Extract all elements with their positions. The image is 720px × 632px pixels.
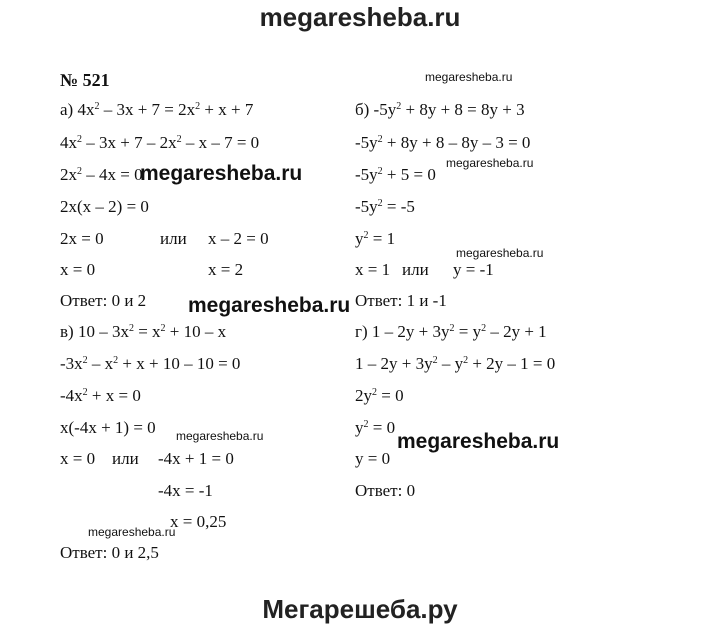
part-v-line-1: в) $10 - 3x^2 = x^2 + 10 - x$ xyxy=(60,322,227,341)
part-g-line-2: $1 - 2y + 3y^2 - y^2 + 2y - 1 = 0$ xyxy=(355,354,556,373)
watermark: megaresheba.ru xyxy=(140,162,303,185)
part-a-line-1: а) $4x^2 - 3x + 7 = 2x^2 + x + 7$ xyxy=(60,100,254,119)
part-a-line-4: 2x(x – 2) = 0 xyxy=(60,197,149,216)
part-a-line-6-right: x = 2 xyxy=(208,260,244,279)
part-b-line-2: $-5y^2 + 8y + 8 - 8y - 3 = 0$ xyxy=(355,133,531,152)
part-b-line-3: $-5y^2 + 5 = 0$ xyxy=(355,165,436,184)
watermark: megaresheba.ru xyxy=(425,70,513,84)
part-v-line-5-left: x = 0 xyxy=(60,449,96,468)
part-g-answer: Ответ: 0 xyxy=(355,481,416,500)
part-a-line-3: $2x^2 - 4x = 0$ xyxy=(60,165,143,184)
part-a-line-5-right: x – 2 = 0 xyxy=(208,229,269,248)
problem-number: № 521 xyxy=(60,70,110,90)
part-a-line-2: $4x^2 - 3x + 7 - 2x^2 - x - 7 = 0$ xyxy=(60,133,260,152)
part-a-line-5-or: или xyxy=(160,229,187,248)
part-v-answer: Ответ: 0 и 2,5 xyxy=(60,543,159,562)
part-g-line-5: y = 0 xyxy=(355,449,391,468)
part-v-line-5-or: или xyxy=(112,449,139,468)
part-b-line-6-left: x = 1 xyxy=(355,260,391,279)
part-b-line-1: б) $-5y^2 + 8y + 8 = 8y + 3$ xyxy=(355,100,525,119)
part-b-line-4: $-5y^2 = -5$ xyxy=(355,197,415,216)
part-v-line-7: x = 0,25 xyxy=(170,512,227,531)
part-g-line-3: $2y^2 = 0$ xyxy=(355,386,404,405)
part-b-line-6-right: y = -1 xyxy=(453,260,494,279)
watermark: megaresheba.ru xyxy=(88,525,176,539)
watermark: megaresheba.ru xyxy=(446,156,534,170)
part-g-line-1: г) $1 - 2y + 3y^2 = y^2 - 2y + 1$ xyxy=(355,322,547,341)
part-v-line-4: x(-4x + 1) = 0 xyxy=(60,418,156,437)
part-a-line-5-left: 2x = 0 xyxy=(60,229,104,248)
part-v-line-5-right: -4x + 1 = 0 xyxy=(158,449,234,468)
watermark: megaresheba.ru xyxy=(397,430,560,453)
part-a-answer: Ответ: 0 и 2 xyxy=(60,291,147,310)
watermark: megaresheba.ru xyxy=(176,429,264,443)
part-b-line-6-or: или xyxy=(402,260,429,279)
part-v-line-2: $-3x^2 - x^2 + x + 10 - 10 = 0$ xyxy=(60,354,241,373)
part-a-line-6-left: x = 0 xyxy=(60,260,96,279)
part-v-line-3: $-4x^2 + x = 0$ xyxy=(60,386,141,405)
part-b-line-5: $y^2 = 1$ xyxy=(355,229,396,248)
part-g-line-4: $y^2 = 0$ xyxy=(355,418,396,437)
watermark: megaresheba.ru xyxy=(456,246,544,260)
site-header: megaresheba.ru xyxy=(259,2,461,32)
part-b-answer: Ответ: 1 и -1 xyxy=(355,291,447,310)
site-footer: Мегарешеба.ру xyxy=(262,594,458,624)
watermark: megaresheba.ru xyxy=(188,294,351,317)
part-v-line-6: -4x = -1 xyxy=(158,481,213,500)
